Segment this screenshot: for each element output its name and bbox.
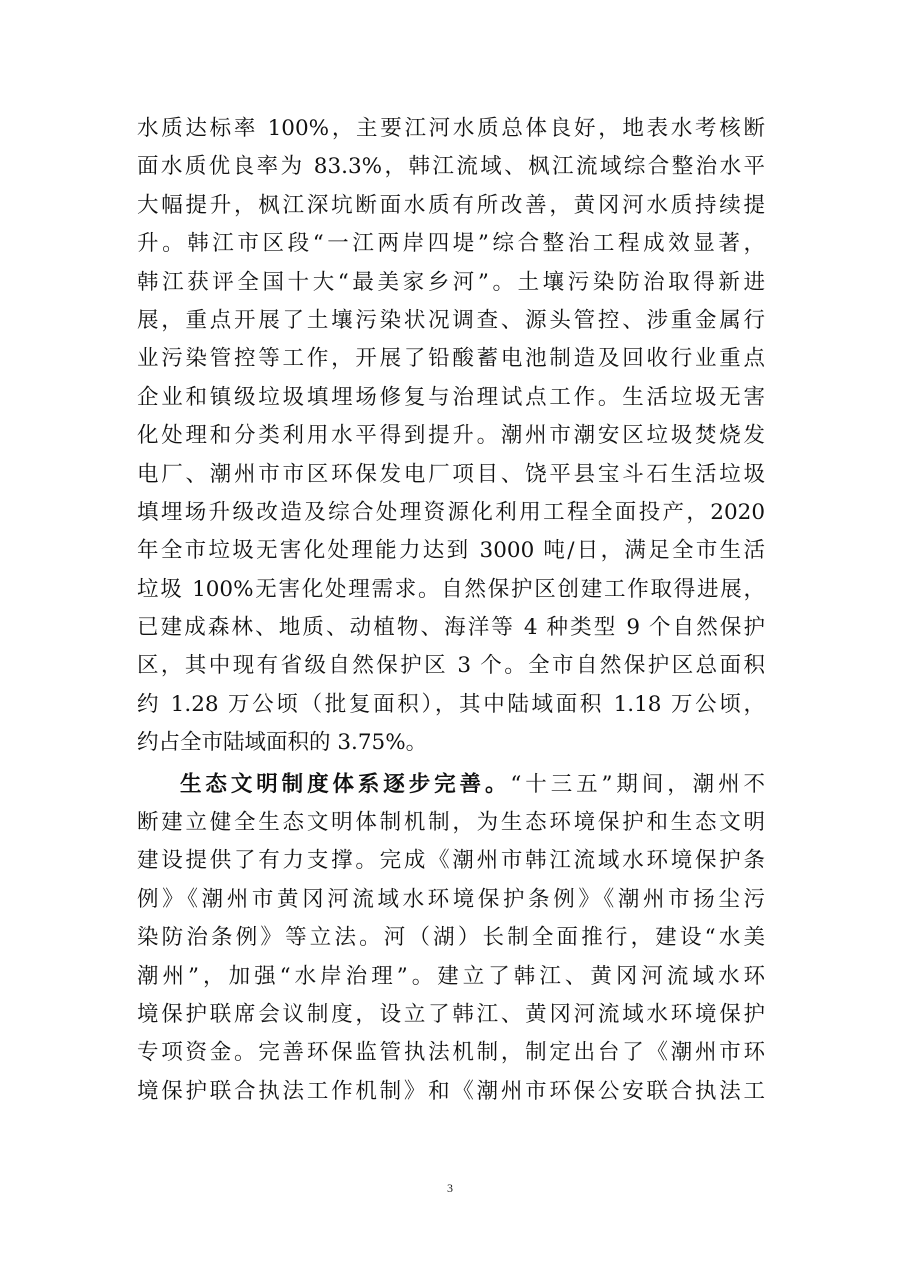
text-line: 染防治条例》等立法。河（湖）长制全面推行，建设“水美 <box>137 925 765 951</box>
text-line: 展，重点开展了土壤污染状况调查、源头管控、涉重金属行 <box>137 307 765 333</box>
text-line: 专项资金。完善环保监管执法机制，制定出台了《潮州市环 <box>137 1040 765 1066</box>
text-line: 韩江获评全国十大“最美家乡河”。土壤污染防治取得新进 <box>137 269 765 295</box>
text-line: 境保护联合执法工作机制》和《潮州市环保公安联合执法工 <box>137 1078 765 1104</box>
text-line: 建设提供了有力支撑。完成《潮州市韩江流域水环境保护条 <box>137 848 765 874</box>
text-line: 断建立健全生态文明体制机制，为生态环境保护和生态文明 <box>137 810 765 836</box>
text-line: 潮州”，加强“水岸治理”。建立了韩江、黄冈河流域水环 <box>137 963 765 989</box>
text-line: 电厂、潮州市市区环保发电厂项目、饶平县宝斗石生活垃圾 <box>137 461 765 487</box>
text-line: 境保护联席会议制度，设立了韩江、黄冈河流域水环境保护 <box>137 1001 765 1027</box>
text-line: 面水质优良率为 83.3%，韩江流域、枫江流域综合整治水平 <box>137 154 765 180</box>
text-line: 年全市垃圾无害化处理能力达到 3000 吨/日，满足全市生活 <box>137 538 765 564</box>
text-line: 化处理和分类利用水平得到提升。潮州市潮安区垃圾焚烧发 <box>137 423 765 449</box>
text-line: 约 1.28 万公顷（批复面积），其中陆域面积 1.18 万公顷， <box>137 691 765 717</box>
text-line: 升。韩江市区段“一江两岸四堤”综合整治工程成效显著， <box>137 231 765 257</box>
page-number: 3 <box>447 1181 453 1195</box>
text-line: 约占全市陆域面积的 3.75%。 <box>137 730 428 756</box>
first-line-rest: “十三五”期间，潮州不 <box>510 771 765 797</box>
text-line: 填埋场升级改造及综合处理资源化利用工程全面投产，2020 <box>137 499 765 525</box>
text-line: 水质达标率 100%，主要江河水质总体良好，地表水考核断 <box>137 116 765 141</box>
text-line: 业污染管控等工作，开展了铅酸蓄电池制造及回收行业重点 <box>137 346 765 372</box>
paragraph-1 <box>137 110 765 763</box>
text-line: 例》《潮州市黄冈河流域水环境保护条例》《潮州市扬尘污 <box>137 886 765 912</box>
text-line: 垃圾 100%无害化处理需求。自然保护区创建工作取得进展， <box>137 576 765 602</box>
text-line-first <box>137 766 765 804</box>
text-line: 区，其中现有省级自然保护区 3 个。全市自然保护区总面积 <box>137 653 765 679</box>
paragraph-2 <box>137 766 765 1112</box>
paragraph-heading: 生态文明制度体系逐步完善。 <box>180 771 511 797</box>
text-line: 已建成森林、地质、动植物、海洋等 4 种类型 9 个自然保护 <box>137 615 765 641</box>
body-text <box>137 110 765 1111</box>
text-line: 大幅提升，枫江深坑断面水质有所改善，黄冈河水质持续提 <box>137 192 765 218</box>
text-line: 企业和镇级垃圾填埋场修复与治理试点工作。生活垃圾无害 <box>137 384 765 410</box>
